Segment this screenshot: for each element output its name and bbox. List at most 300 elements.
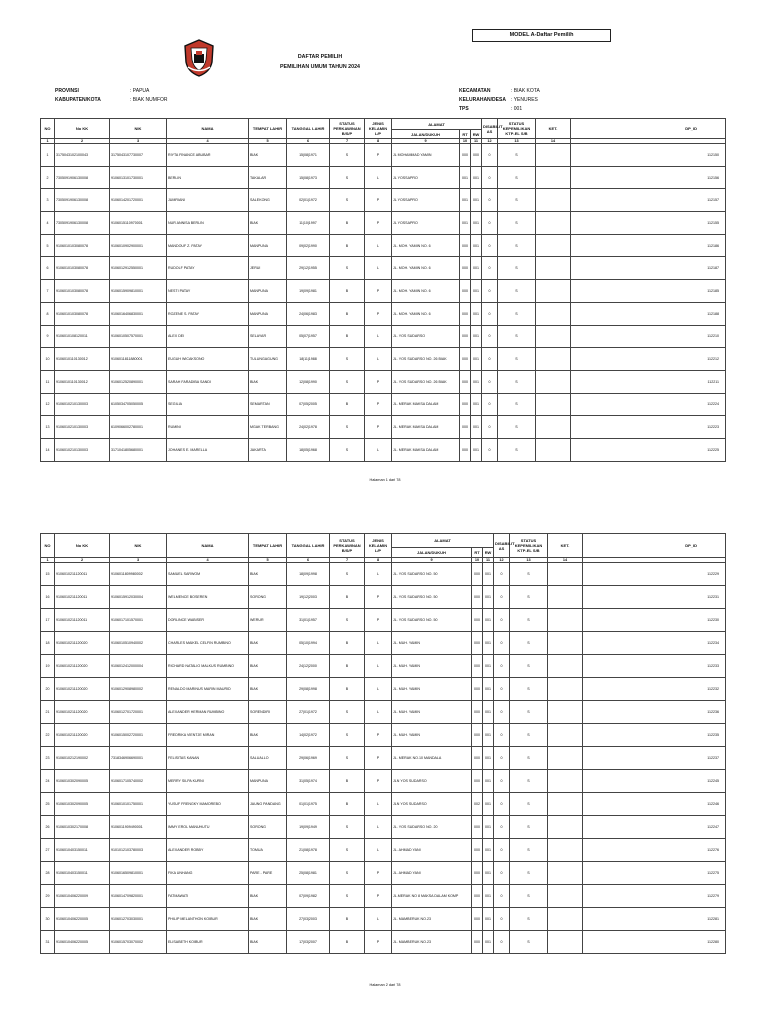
row-disabilitas: 0 bbox=[482, 189, 498, 212]
row-no: 26 bbox=[41, 816, 55, 839]
row-tanggal-lahir: 17|03|2007 bbox=[287, 931, 330, 954]
row-nik: 9106015912030004 bbox=[110, 586, 167, 609]
row-rt: 000 bbox=[460, 144, 471, 167]
row-rw: 001 bbox=[483, 655, 494, 678]
row-rw: 001 bbox=[471, 189, 482, 212]
row-tanggal-lahir: 05|07|1957 bbox=[287, 325, 330, 348]
row-disabilitas: 0 bbox=[482, 166, 498, 189]
row-status-perkawinan: S bbox=[330, 370, 365, 393]
row-status-perkawinan: S bbox=[330, 747, 365, 770]
row-nik: 9106013101730001 bbox=[110, 166, 167, 189]
document-subtitle: PEMILIHAN UMUM TAHUN 2024 bbox=[280, 64, 360, 70]
table-body-page-1 bbox=[41, 144, 726, 462]
row-jenis-kelamin: P bbox=[365, 393, 392, 416]
row-tempat-lahir: JERUI bbox=[249, 257, 287, 280]
row-dp-id: 112187 bbox=[571, 257, 726, 280]
row-status-ktp: S bbox=[498, 325, 536, 348]
row-nik: 9106014201720001 bbox=[110, 189, 167, 212]
row-jalan: JLN YOS SUDARSO bbox=[392, 770, 472, 793]
table-row bbox=[41, 563, 726, 586]
row-dp-id: 112157 bbox=[571, 189, 726, 212]
row-rw: 001 bbox=[483, 586, 494, 609]
column-number: 2 bbox=[55, 139, 110, 144]
row-nama: RICHARD NATALIO MALKUS RUMBINO bbox=[167, 655, 249, 678]
row-status-perkawinan: B bbox=[330, 280, 365, 303]
row-rt: 000 bbox=[472, 770, 483, 793]
row-jenis-kelamin: L bbox=[365, 325, 392, 348]
row-status-ktp: S bbox=[498, 302, 536, 325]
row-jenis-kelamin: P bbox=[365, 280, 392, 303]
row-status-perkawinan: B bbox=[330, 302, 365, 325]
row-dp-id: 112225 bbox=[571, 438, 726, 461]
row-jalan: JL. YOS SUDARSO NO. 26 BIAK bbox=[392, 370, 460, 393]
row-tanggal-lahir: 01|01|1975 bbox=[287, 793, 330, 816]
column-number: 1 bbox=[41, 558, 55, 563]
row-tempat-lahir: BIAK bbox=[249, 212, 287, 235]
row-nik: 9106012908980002 bbox=[110, 678, 167, 701]
row-dp-id: 112275 bbox=[583, 862, 726, 885]
table-row bbox=[41, 416, 726, 439]
table-row bbox=[41, 770, 726, 793]
row-rt: 000 bbox=[472, 931, 483, 954]
row-nik: 9106014709820001 bbox=[110, 885, 167, 908]
row-jalan: JL. MUH. YAMIN bbox=[392, 724, 472, 747]
table-row bbox=[41, 747, 726, 770]
row-jalan: JL. YOS SUDARSO NO. 26 BIAK bbox=[392, 348, 460, 371]
row-ket bbox=[548, 724, 583, 747]
row-no: 13 bbox=[41, 416, 55, 439]
row-ket bbox=[536, 416, 571, 439]
row-jalan: JL. MOH. YAMIN NO. 6 bbox=[392, 257, 460, 280]
row-rw: 001 bbox=[471, 416, 482, 439]
row-dp-id: 112235 bbox=[583, 724, 726, 747]
row-tanggal-lahir: 27|03|2003 bbox=[287, 908, 330, 931]
row-rw: 001 bbox=[483, 747, 494, 770]
row-status-ktp: S bbox=[498, 234, 536, 257]
table-row bbox=[41, 325, 726, 348]
table-row bbox=[41, 862, 726, 885]
row-tanggal-lahir: 15|08|1973 bbox=[287, 166, 330, 189]
row-jenis-kelamin: P bbox=[365, 212, 392, 235]
row-status-ktp: S bbox=[510, 793, 548, 816]
row-status-perkawinan: B bbox=[330, 234, 365, 257]
row-tempat-lahir: TOMUA bbox=[249, 839, 287, 862]
row-nama: SAMUEL SARWOM bbox=[167, 563, 249, 586]
header-dp-id: DP_ID bbox=[571, 119, 726, 139]
table-row bbox=[41, 632, 726, 655]
row-nama: YUSUF FRENGKY MAMOREBO bbox=[167, 793, 249, 816]
row-dp-id: 112247 bbox=[583, 816, 726, 839]
table-row bbox=[41, 302, 726, 325]
row-ket bbox=[548, 839, 583, 862]
row-ket bbox=[536, 234, 571, 257]
row-rt: 000 bbox=[460, 348, 471, 371]
row-nama: FATMAWATI bbox=[167, 885, 249, 908]
row-status-perkawinan: S bbox=[330, 416, 365, 439]
row-tanggal-lahir: 18|09|1998 bbox=[287, 563, 330, 586]
voter-table-page-2 bbox=[40, 533, 726, 954]
row-disabilitas: 0 bbox=[494, 816, 510, 839]
column-number: 6 bbox=[287, 139, 330, 144]
row-rw: 001 bbox=[483, 862, 494, 885]
column-number: 11 bbox=[471, 139, 482, 144]
row-disabilitas: 0 bbox=[494, 885, 510, 908]
row-no: 21 bbox=[41, 701, 55, 724]
header-tempat-lahir: TEMPAT LAHIR bbox=[249, 534, 287, 558]
row-ket bbox=[548, 908, 583, 931]
row-rw: 001 bbox=[483, 724, 494, 747]
row-status-ktp: S bbox=[498, 144, 536, 167]
row-nik: 9106015002720001 bbox=[110, 724, 167, 747]
row-tanggal-lahir: 29|06|1969 bbox=[287, 747, 330, 770]
row-dp-id: 112245 bbox=[583, 770, 726, 793]
row-jalan: JL. MOH. YAMIN NO. 6 bbox=[392, 280, 460, 303]
row-disabilitas: 0 bbox=[482, 393, 498, 416]
row-jenis-kelamin: P bbox=[365, 770, 392, 793]
row-dp-id: 112224 bbox=[571, 393, 726, 416]
table-row bbox=[41, 931, 726, 954]
row-status-perkawinan: S bbox=[330, 885, 365, 908]
row-rt: 000 bbox=[460, 302, 471, 325]
row-jenis-kelamin: P bbox=[365, 586, 392, 609]
row-tempat-lahir: BIAK bbox=[249, 678, 287, 701]
row-nik: 3171041805680001 bbox=[110, 438, 167, 461]
column-number: 9 bbox=[392, 139, 460, 144]
page-footer-1: Halaman 1 dari 78 bbox=[369, 478, 401, 482]
row-nik: 9106011811880001 bbox=[110, 348, 167, 371]
header-alamat: ALAMAT bbox=[392, 534, 494, 548]
row-jenis-kelamin: L bbox=[365, 816, 392, 839]
row-nik: 9106010507570001 bbox=[110, 325, 167, 348]
table-row bbox=[41, 586, 726, 609]
row-status-perkawinan: S bbox=[330, 724, 365, 747]
page-footer-2: Halaman 2 dari 78 bbox=[369, 983, 401, 987]
row-tempat-lahir: MANPUNA bbox=[249, 280, 287, 303]
row-status-ktp: S bbox=[510, 816, 548, 839]
row-tempat-lahir: SORONG bbox=[249, 816, 287, 839]
table-row bbox=[41, 655, 726, 678]
row-disabilitas: 0 bbox=[482, 234, 498, 257]
row-status-ktp: S bbox=[498, 212, 536, 235]
row-no: 25 bbox=[41, 793, 55, 816]
header-disabilitas: DISABILIT AS bbox=[494, 534, 510, 558]
row-jalan: JLN YOS SUDARSO bbox=[392, 793, 472, 816]
row-jalan: JL. MOH. YAMIN NO. 6 bbox=[392, 234, 460, 257]
row-nokk: 9106010302170008 bbox=[55, 816, 110, 839]
row-rw: 001 bbox=[483, 678, 494, 701]
row-jalan: JL. AHMAD YANI bbox=[392, 862, 472, 885]
row-disabilitas: 0 bbox=[482, 144, 498, 167]
row-nama: DORLINCE WABISER bbox=[167, 609, 249, 632]
row-nama: RIYTA FINANCE ABUBAR bbox=[167, 144, 249, 167]
table-row bbox=[41, 144, 726, 167]
row-rw: 001 bbox=[483, 839, 494, 862]
row-dp-id: 112155 bbox=[571, 212, 726, 235]
row-tanggal-lahir: 15|08|1971 bbox=[287, 144, 330, 167]
row-jalan: JL. MAMBERUK NO.23 bbox=[392, 931, 472, 954]
row-rt: 000 bbox=[460, 393, 471, 416]
table-row bbox=[41, 438, 726, 461]
row-disabilitas: 0 bbox=[494, 678, 510, 701]
row-status-perkawinan: S bbox=[330, 257, 365, 280]
row-status-perkawinan: B bbox=[330, 908, 365, 931]
header-rw: RW bbox=[471, 130, 482, 139]
kelurahan-label: KELURAHAN/DESA bbox=[459, 97, 506, 103]
row-nokk: 7305091906130008 bbox=[55, 189, 110, 212]
header-status-ktp: STATUS KEPEMILIKAN KTP-EL S/B bbox=[498, 119, 536, 139]
column-number: 6 bbox=[287, 558, 330, 563]
row-jalan: JL. MERAK MAKSA DALAM bbox=[392, 438, 460, 461]
column-number: 10 bbox=[472, 558, 483, 563]
row-jalan: JL. MERAK MAKSA DALAM bbox=[392, 416, 460, 439]
row-nik: 9106010902900001 bbox=[110, 234, 167, 257]
row-nokk: 3175043102100043 bbox=[55, 144, 110, 167]
row-nik: 9106011909490001 bbox=[110, 816, 167, 839]
row-rw: 001 bbox=[483, 632, 494, 655]
row-status-perkawinan: B bbox=[330, 655, 365, 678]
row-nik: 9106015110970001 bbox=[110, 212, 167, 235]
row-rw: 001 bbox=[483, 770, 494, 793]
table-row bbox=[41, 280, 726, 303]
header-nama: NAMA bbox=[167, 534, 249, 558]
column-number: 13 bbox=[498, 139, 536, 144]
row-dp-id: 112156 bbox=[571, 166, 726, 189]
row-nama: ELISABETH KOIBUR bbox=[167, 931, 249, 954]
row-ket bbox=[548, 632, 583, 655]
row-jalan: JL YOSSAPRO bbox=[392, 212, 460, 235]
row-status-perkawinan: S bbox=[330, 438, 365, 461]
row-jalan: JL. MUH. YAMIN bbox=[392, 678, 472, 701]
kabupaten-label: KABUPATEN/KOTA bbox=[55, 97, 101, 103]
row-dp-id: 112246 bbox=[583, 793, 726, 816]
column-number: 7 bbox=[330, 139, 365, 144]
row-tanggal-lahir: 07|05|2005 bbox=[287, 393, 330, 416]
row-dp-id: 112237 bbox=[583, 747, 726, 770]
header-nokk: No KK bbox=[55, 534, 110, 558]
row-no: 31 bbox=[41, 931, 55, 954]
row-jenis-kelamin: L bbox=[365, 678, 392, 701]
header-jenis-kelamin: JENIS KELAMIN L/P bbox=[365, 534, 392, 558]
row-nokk: 9106010212190002 bbox=[55, 747, 110, 770]
table-row bbox=[41, 370, 726, 393]
row-nik: 3175043107730007 bbox=[110, 144, 167, 167]
row-jalan: JL. AHMAD YANI bbox=[392, 839, 472, 862]
row-tempat-lahir: BIAK bbox=[249, 931, 287, 954]
row-no: 5 bbox=[41, 234, 55, 257]
row-no: 8 bbox=[41, 302, 55, 325]
column-number: 8 bbox=[365, 139, 392, 144]
row-tempat-lahir: SALUALLO bbox=[249, 747, 287, 770]
row-disabilitas: 0 bbox=[494, 609, 510, 632]
row-nik: 9106015909810001 bbox=[110, 280, 167, 303]
row-jenis-kelamin: P bbox=[365, 747, 392, 770]
row-nokk: 9106010211120011 bbox=[55, 609, 110, 632]
row-tanggal-lahir: 31|01|1957 bbox=[287, 609, 330, 632]
header-nik: NIK bbox=[110, 119, 167, 139]
row-rt: 000 bbox=[472, 701, 483, 724]
row-disabilitas: 0 bbox=[494, 632, 510, 655]
row-dp-id: 112236 bbox=[583, 701, 726, 724]
row-nik: 9106012701720001 bbox=[110, 701, 167, 724]
row-status-ktp: S bbox=[510, 839, 548, 862]
row-status-ktp: S bbox=[510, 655, 548, 678]
row-nama: ALEXANDER ROBBY bbox=[167, 839, 249, 862]
row-status-ktp: S bbox=[510, 931, 548, 954]
table-row bbox=[41, 839, 726, 862]
row-nokk: 9106010403150011 bbox=[55, 862, 110, 885]
row-nama: SEGILIA bbox=[167, 393, 249, 416]
row-jenis-kelamin: P bbox=[365, 302, 392, 325]
row-dp-id: 112232 bbox=[583, 678, 726, 701]
row-nik: 6109066002780001 bbox=[110, 416, 167, 439]
row-rw: 001 bbox=[471, 348, 482, 371]
row-rt: 000 bbox=[472, 816, 483, 839]
row-tanggal-lahir: 18|11|1988 bbox=[287, 348, 330, 371]
row-jenis-kelamin: P bbox=[365, 885, 392, 908]
header-disabilitas: DISABILIT AS bbox=[482, 119, 498, 139]
row-rt: 001 bbox=[460, 212, 471, 235]
row-nik: 7318346906690001 bbox=[110, 747, 167, 770]
header-status-perkawinan: STATUS PERKAWINAN B/S/P bbox=[330, 119, 365, 139]
row-ket bbox=[548, 678, 583, 701]
row-rt: 000 bbox=[460, 257, 471, 280]
row-dp-id: 112185 bbox=[571, 280, 726, 303]
row-status-perkawinan: B bbox=[330, 212, 365, 235]
row-jalan: JL. YOS SUDARSO NO. 50 bbox=[392, 563, 472, 586]
row-disabilitas: 0 bbox=[482, 280, 498, 303]
header-nokk: No KK bbox=[55, 119, 110, 139]
row-jalan: JL. MUH. YAMIN bbox=[392, 632, 472, 655]
row-rt: 000 bbox=[472, 885, 483, 908]
row-jalan: JL. MOH. YAMIN NO. 6 bbox=[392, 302, 460, 325]
row-nik: 9106016509810001 bbox=[110, 862, 167, 885]
row-rw: 001 bbox=[483, 701, 494, 724]
header-jenis-kelamin: JENIS KELAMIN L/P bbox=[365, 119, 392, 139]
row-tempat-lahir: TULUNGAGUNG bbox=[249, 348, 287, 371]
row-ket bbox=[548, 816, 583, 839]
row-nama: FREDRIKA VIENTJE MIRAN bbox=[167, 724, 249, 747]
table-row bbox=[41, 212, 726, 235]
row-no: 30 bbox=[41, 908, 55, 931]
row-rt: 000 bbox=[472, 724, 483, 747]
row-tempat-lahir: BIAK bbox=[249, 563, 287, 586]
row-jenis-kelamin: P bbox=[365, 189, 392, 212]
row-tempat-lahir: MANPUNA bbox=[249, 302, 287, 325]
row-dp-id: 112212 bbox=[571, 348, 726, 371]
table-row bbox=[41, 908, 726, 931]
row-ket bbox=[548, 563, 583, 586]
row-tanggal-lahir: 18|05|1968 bbox=[287, 438, 330, 461]
row-nama: FELISITAS KANAN bbox=[167, 747, 249, 770]
header-nik: NIK bbox=[110, 534, 167, 558]
row-tempat-lahir: BIAK bbox=[249, 908, 287, 931]
row-rt: 000 bbox=[472, 655, 483, 678]
row-status-ktp: S bbox=[498, 370, 536, 393]
row-nama: NUR ANNISA BERLIN bbox=[167, 212, 249, 235]
row-disabilitas: 0 bbox=[494, 908, 510, 931]
row-jalan: JL MOHAMMAD YAMIN bbox=[392, 144, 460, 167]
column-number: 3 bbox=[110, 558, 167, 563]
column-number: 11 bbox=[483, 558, 494, 563]
row-dp-id: 112186 bbox=[571, 234, 726, 257]
row-status-ktp: S bbox=[510, 747, 548, 770]
table-row bbox=[41, 816, 726, 839]
row-jenis-kelamin: L bbox=[365, 348, 392, 371]
row-dp-id: 112281 bbox=[583, 908, 726, 931]
row-no: 23 bbox=[41, 747, 55, 770]
row-status-perkawinan: S bbox=[330, 166, 365, 189]
row-disabilitas: 0 bbox=[482, 416, 498, 439]
row-rt: 000 bbox=[472, 747, 483, 770]
row-disabilitas: 0 bbox=[494, 770, 510, 793]
row-rt: 001 bbox=[460, 166, 471, 189]
header-ket: KET. bbox=[536, 119, 571, 139]
row-jalan: JL. YOS SUDARSO NO. 20 bbox=[392, 816, 472, 839]
row-no: 18 bbox=[41, 632, 55, 655]
row-status-ktp: S bbox=[510, 724, 548, 747]
row-status-ktp: S bbox=[510, 609, 548, 632]
row-rt: 000 bbox=[472, 678, 483, 701]
row-tanggal-lahir: 24|12|2000 bbox=[287, 655, 330, 678]
row-tanggal-lahir: 02|01|1972 bbox=[287, 189, 330, 212]
header-rw: RW bbox=[483, 548, 494, 558]
table-row bbox=[41, 234, 726, 257]
row-nama: FIKA UNHANG bbox=[167, 862, 249, 885]
row-rw: 001 bbox=[483, 931, 494, 954]
row-rw: 001 bbox=[483, 609, 494, 632]
row-ket bbox=[548, 609, 583, 632]
row-disabilitas: 0 bbox=[494, 931, 510, 954]
header-no: NO bbox=[41, 534, 55, 558]
row-jenis-kelamin: P bbox=[365, 416, 392, 439]
row-tempat-lahir: BIAK bbox=[249, 632, 287, 655]
row-jenis-kelamin: P bbox=[365, 370, 392, 393]
row-no: 15 bbox=[41, 563, 55, 586]
row-jenis-kelamin: L bbox=[365, 839, 392, 862]
row-jalan: JL YOSSAPRO bbox=[392, 166, 460, 189]
row-nokk: 9106010406220009 bbox=[55, 885, 110, 908]
row-tempat-lahir: SEMARTAN bbox=[249, 393, 287, 416]
row-status-ktp: S bbox=[510, 632, 548, 655]
row-nama: MANDOUF Z. PATAY bbox=[167, 234, 249, 257]
row-disabilitas: 0 bbox=[482, 438, 498, 461]
row-status-perkawinan: B bbox=[330, 632, 365, 655]
row-no: 16 bbox=[41, 586, 55, 609]
table-row bbox=[41, 678, 726, 701]
row-rt: 002 bbox=[472, 793, 483, 816]
header-dp-id: DP_ID bbox=[583, 534, 726, 558]
row-dp-id: 112280 bbox=[583, 931, 726, 954]
row-rt: 000 bbox=[472, 908, 483, 931]
document-title: DAFTAR PEMILIH bbox=[297, 54, 343, 60]
row-no: 4 bbox=[41, 212, 55, 235]
row-nama: JOHANES E. MARELLA bbox=[167, 438, 249, 461]
row-ket bbox=[548, 885, 583, 908]
row-status-perkawinan: S bbox=[330, 816, 365, 839]
row-nokk: 9106010406220005 bbox=[55, 931, 110, 954]
column-number: 3 bbox=[110, 139, 167, 144]
row-jalan: JL.MERAK NO 8 MAKSA DALAM KOMP bbox=[392, 885, 472, 908]
row-tanggal-lahir: 21|08|1978 bbox=[287, 839, 330, 862]
row-rw: 001 bbox=[471, 166, 482, 189]
row-tempat-lahir: BIAK bbox=[249, 724, 287, 747]
row-nama: PHILIP MELANTHON KOIBUR bbox=[167, 908, 249, 931]
region-info-right bbox=[459, 87, 540, 114]
column-number: 1 bbox=[41, 139, 55, 144]
row-ket bbox=[548, 770, 583, 793]
row-rw: 001 bbox=[471, 302, 482, 325]
table-row bbox=[41, 393, 726, 416]
